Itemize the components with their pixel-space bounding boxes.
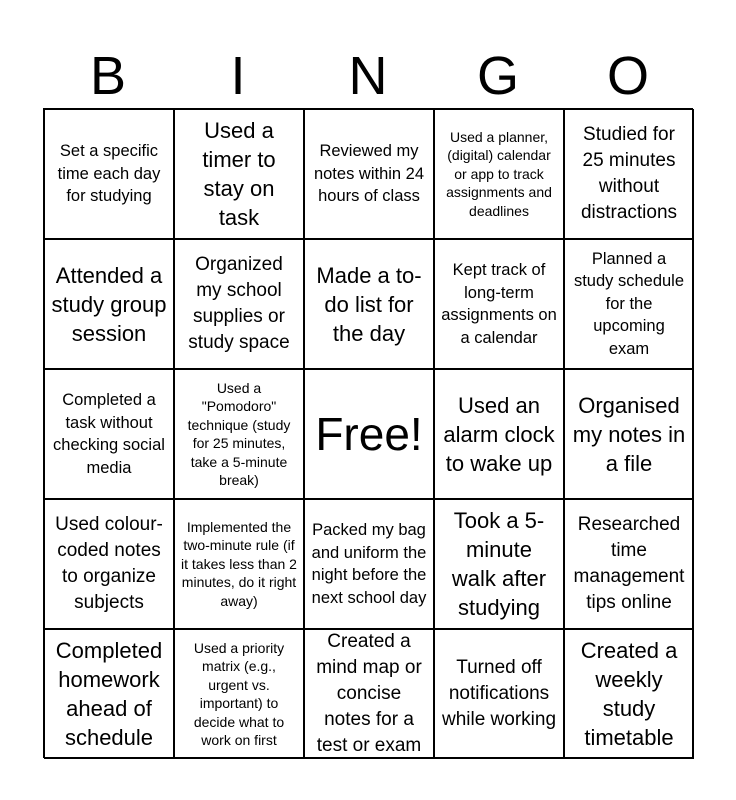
cell-text: Took a 5-minute walk after studying xyxy=(451,508,547,620)
cell-text: Created a weekly study timetable xyxy=(580,638,678,750)
cell-text: Organized my school supplies or study space xyxy=(188,254,290,353)
bingo-cell[interactable] xyxy=(44,499,174,629)
cell-text: Attended a study group session xyxy=(51,262,167,346)
bingo-cell[interactable] xyxy=(44,629,174,759)
bingo-cell[interactable] xyxy=(434,109,564,239)
bingo-cell[interactable] xyxy=(44,369,174,499)
bingo-cell[interactable] xyxy=(174,239,304,369)
bingo-cell[interactable] xyxy=(174,369,304,499)
header-letter-i: I xyxy=(230,46,246,106)
cell-text: Planned a study schedule for the upcoming exam xyxy=(573,249,685,358)
header-letter-o: O xyxy=(606,46,649,106)
cell-text: Completed a task without checking social media xyxy=(53,391,165,477)
cell-text: Used a planner, (digital) calendar or app to track assignments and deadlines xyxy=(446,128,552,219)
header-letter-b: B xyxy=(89,46,127,106)
free-space-text: Free! xyxy=(315,408,423,460)
cell-text: Used a priority matrix (e.g., urgent vs. important) to decide what to work on first xyxy=(193,639,285,748)
bingo-cell[interactable] xyxy=(304,629,434,759)
cell-text: Used colour-coded notes to organize subjects xyxy=(55,514,163,613)
bingo-cell[interactable] xyxy=(174,499,304,629)
cell-text: Made a to-do list for the day xyxy=(316,262,422,346)
cell-text: Used a "Pomodoro" technique (study for 25 minutes, take a 5-minute break) xyxy=(187,379,291,488)
bingo-cell[interactable] xyxy=(44,239,174,369)
cell-text: Completed homework ahead of schedule xyxy=(55,638,163,750)
cell-text: Created a mind map or concise notes for a test or exam xyxy=(316,631,422,756)
bingo-cell[interactable] xyxy=(564,109,694,239)
bingo-cell[interactable] xyxy=(44,109,174,239)
cell-text: Researched time management tips online xyxy=(573,514,685,613)
cell-text: Turned off notifications while working xyxy=(441,657,557,730)
cell-text: Used an alarm clock to wake up xyxy=(443,392,555,476)
bingo-cell[interactable] xyxy=(434,499,564,629)
cell-text: Used a timer to stay on task xyxy=(202,118,276,230)
cell-text: Set a specific time each day for studying xyxy=(57,142,161,206)
bingo-board xyxy=(43,108,693,758)
cell-text: Reviewed my notes within 24 hours of class xyxy=(313,142,425,206)
cell-text: Kept track of long-term assignments on a calendar xyxy=(441,261,557,347)
bingo-cell[interactable] xyxy=(564,369,694,499)
bingo-cell[interactable] xyxy=(174,109,304,239)
bingo-cell[interactable] xyxy=(564,239,694,369)
bingo-cell[interactable] xyxy=(434,239,564,369)
header-letter-g: G xyxy=(476,46,519,106)
bingo-cell[interactable] xyxy=(304,239,434,369)
cell-text: Implemented the two-minute rule (if it takes less than 2 minutes, do it right away) xyxy=(181,518,297,609)
cell-text: Packed my bag and uniform the night before the next school day xyxy=(311,521,427,607)
cell-text: Studied for 25 minutes without distractions xyxy=(580,124,678,223)
bingo-header xyxy=(43,44,693,108)
bingo-cell[interactable] xyxy=(434,629,564,759)
bingo-cell[interactable] xyxy=(174,629,304,759)
cell-text: Organised my notes in a file xyxy=(572,392,686,476)
bingo-cell[interactable] xyxy=(434,369,564,499)
bingo-cell[interactable] xyxy=(304,499,434,629)
bingo-cell[interactable] xyxy=(564,499,694,629)
bingo-cell[interactable] xyxy=(304,109,434,239)
bingo-cell[interactable] xyxy=(564,629,694,759)
header-letter-n: N xyxy=(348,46,388,106)
free-space-cell[interactable] xyxy=(304,369,434,499)
